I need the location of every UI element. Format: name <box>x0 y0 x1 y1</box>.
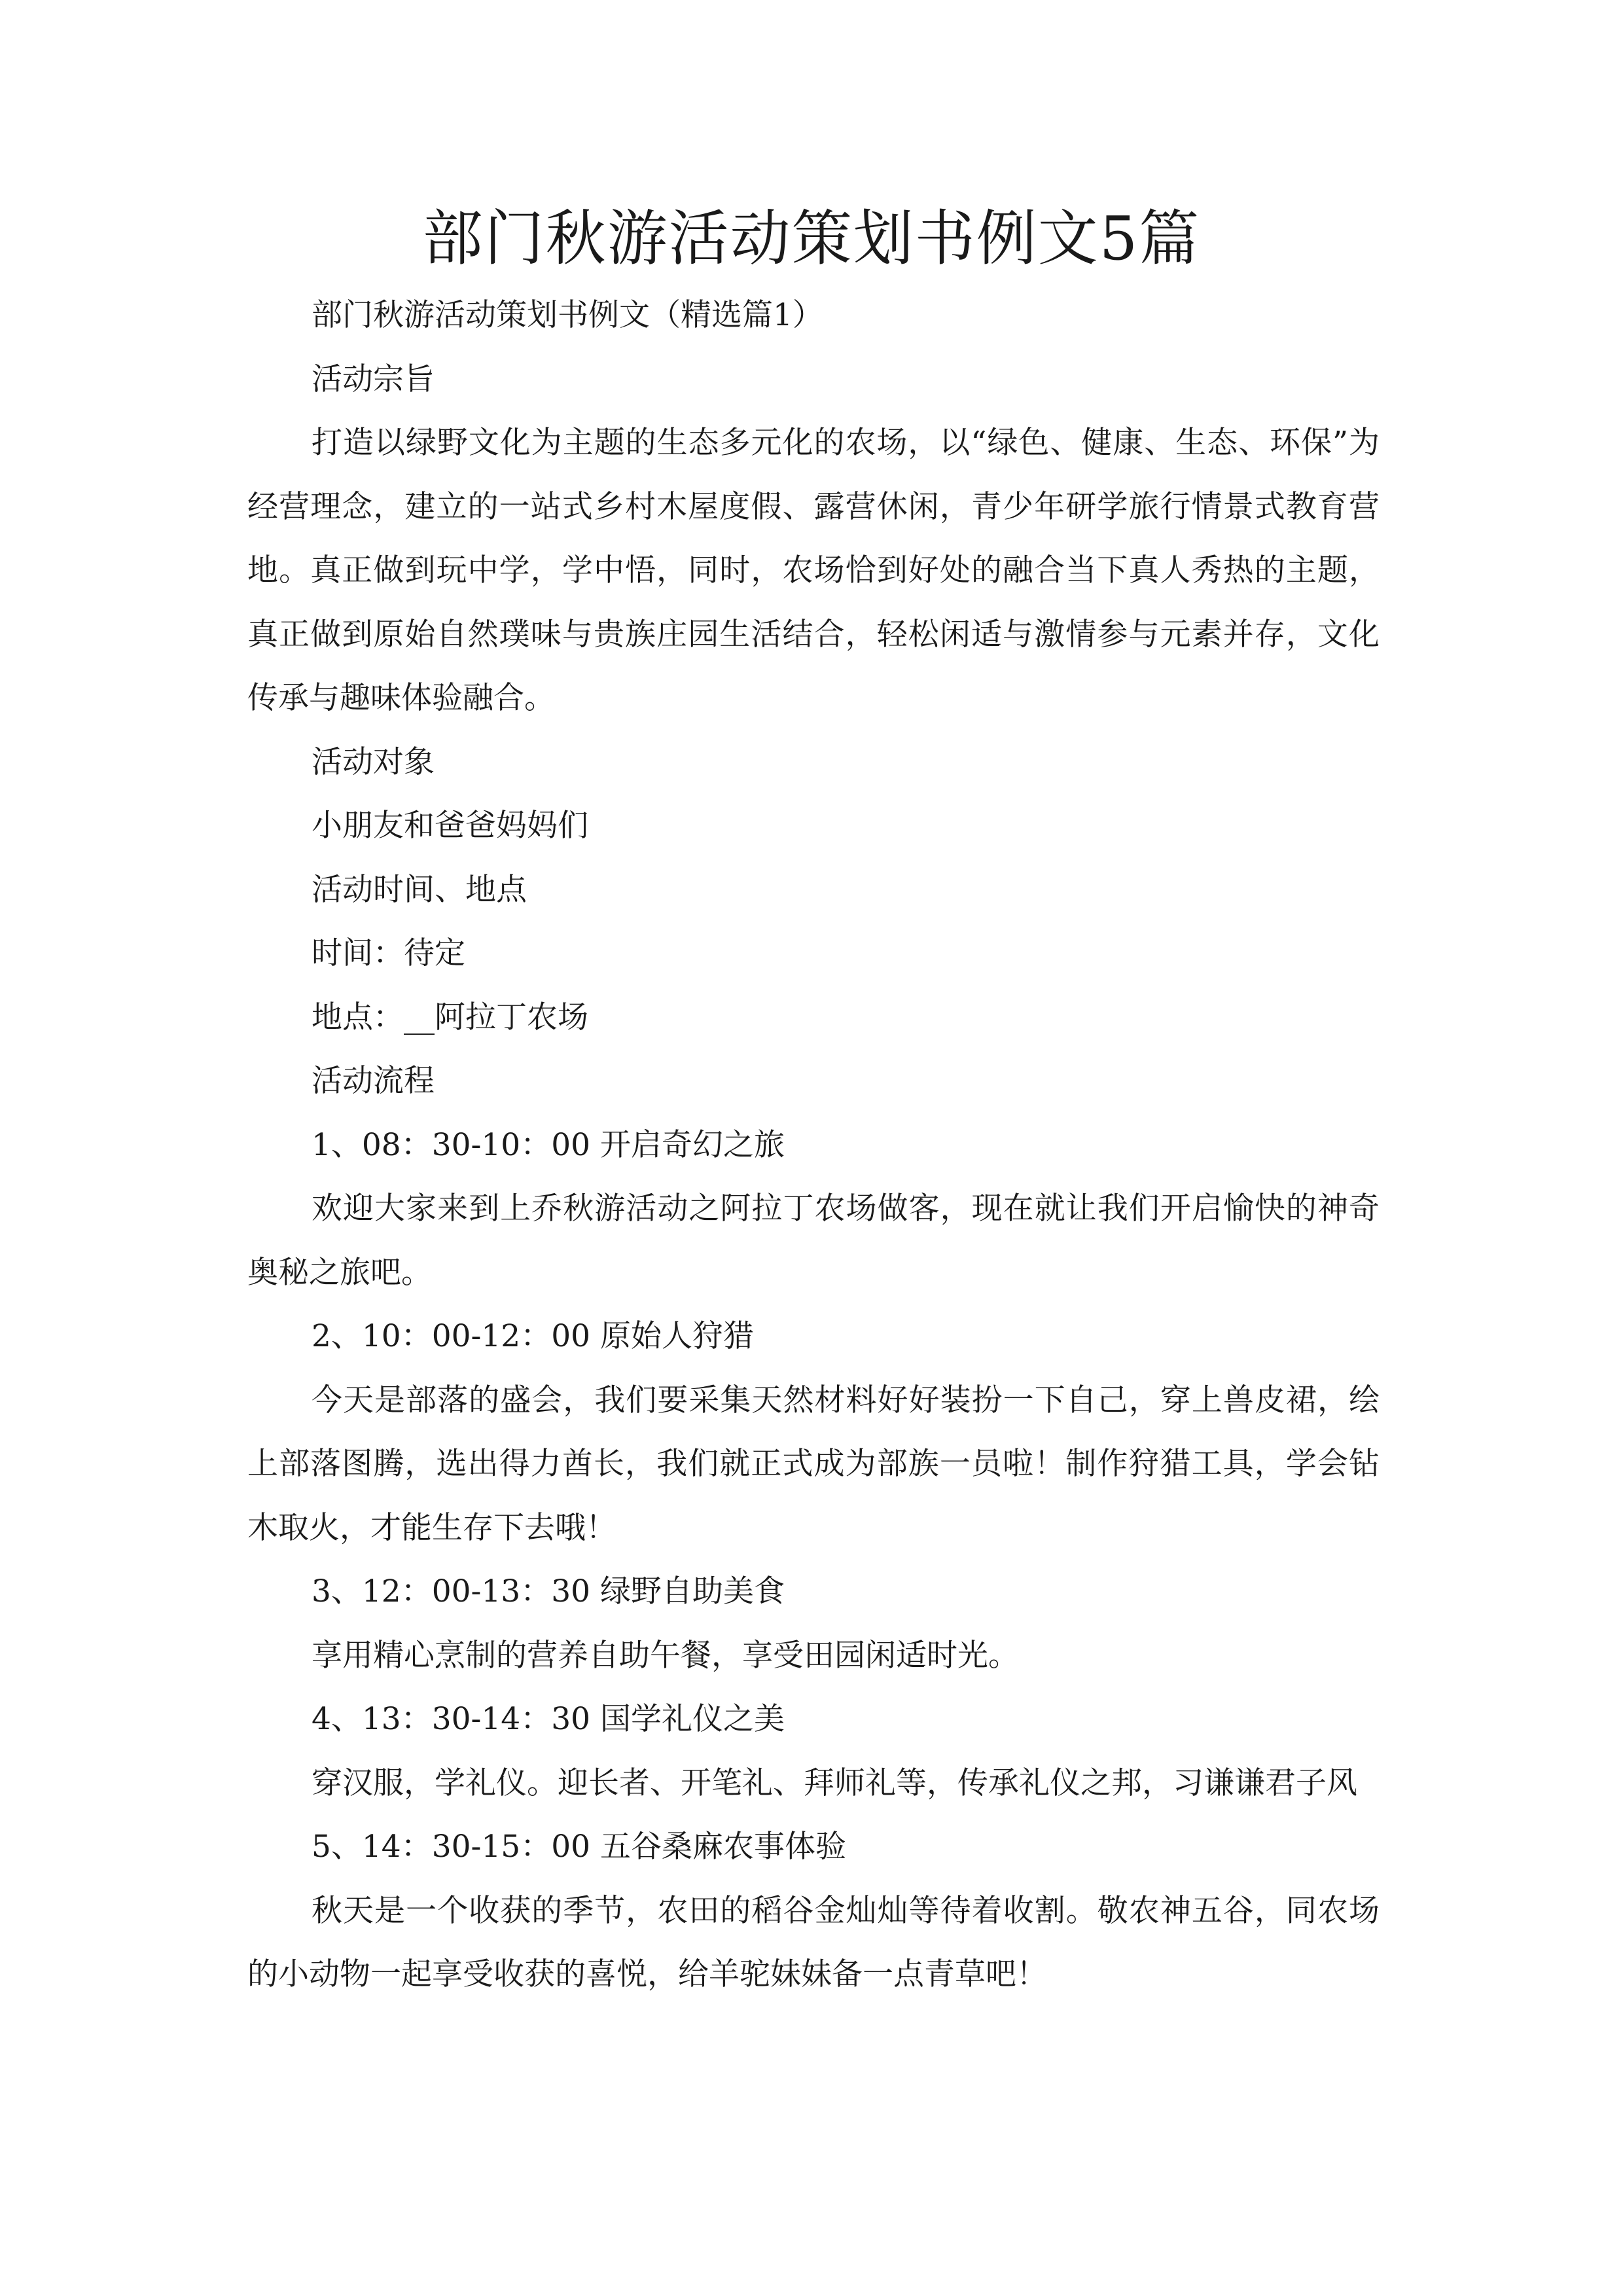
heading-purpose: 活动宗旨 <box>312 361 435 397</box>
schedule-item-2: 2、10：00-12：00 原始人狩猎 <box>312 1318 754 1354</box>
schedule-item-5: 5、14：30-15：00 五谷桑麻农事体验 <box>312 1829 846 1865</box>
paragraph-place: 地点：__阿拉丁农场 <box>312 999 588 1035</box>
schedule-item-1: 1、08：30-10：00 开启奇幻之旅 <box>312 1126 785 1163</box>
paragraph-audience: 小朋友和爸爸妈妈们 <box>312 808 588 844</box>
heading-audience: 活动对象 <box>312 744 435 780</box>
heading-time-place: 活动时间、地点 <box>312 871 527 908</box>
schedule-item-4: 4、13：30-14：30 国学礼仪之美 <box>312 1701 785 1737</box>
heading-process: 活动流程 <box>312 1063 435 1099</box>
paragraph-time: 时间：待定 <box>312 935 465 971</box>
schedule-desc-4: 穿汉服，学礼仪。迎长者、开笔礼、拜师礼等，传承礼仪之邦，习谦谦君子风 <box>312 1765 1357 1801</box>
document-title: 部门秋游活动策划书例文5篇 <box>422 204 1201 274</box>
paragraph-subtitle: 部门秋游活动策划书例文（精选篇1） <box>312 297 823 333</box>
document-body <box>247 283 1380 2007</box>
schedule-desc-3: 享用精心烹制的营养自助午餐，享受田园闲适时光。 <box>312 1637 1019 1674</box>
schedule-desc-2: 今天是部落的盛会，我们要采集天然材料好好装扮一下自己，穿上兽皮裙，绘上部落图腾，选出得力酋长，我们就正式成为部族一员啦！制作狩猎工具，学会钻木取火，才能生存下去哦！ <box>247 1382 1380 1546</box>
schedule-item-3: 3、12：00-13：30 绿野自助美食 <box>312 1573 785 1609</box>
paragraph-purpose: 打造以绿野文化为主题的生态多元化的农场，以“绿色、健康、生态、环保”为经营理念，建立的一站式乡村木屋度假、露营休闲，青少年研学旅行情景式教育营地。真正做到玩中学，学中悟，同时，农场恰到好处的融合当下真人秀热的主题，真正做到原始自然璞味与贵族庄园生活结合，轻松闲适与激情参与元素并存，文化传承与趣味体验融合。 <box>247 425 1380 716</box>
schedule-desc-5: 秋天是一个收获的季节，农田的稻谷金灿灿等待着收割。敬农神五谷，同农场的小动物一起享受收获的喜悦，给羊驼妹妹备一点青草吧！ <box>247 1892 1380 1992</box>
schedule-desc-1: 欢迎大家来到上乔秋游活动之阿拉丁农场做客，现在就让我们开启愉快的神奇奥秘之旅吧。 <box>247 1191 1380 1291</box>
